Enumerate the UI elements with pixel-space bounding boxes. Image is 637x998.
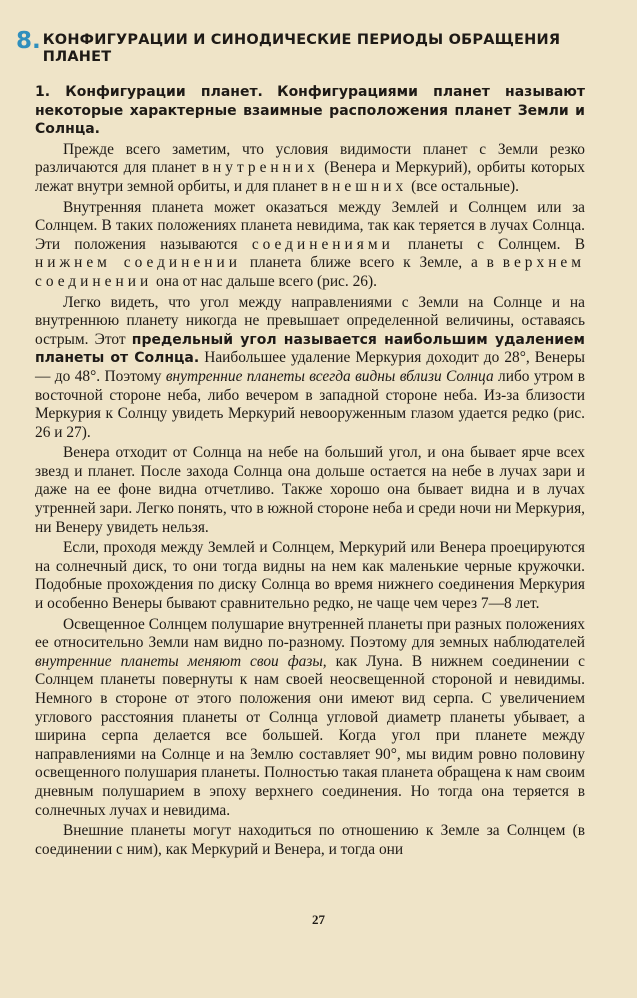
emphasis-spaced: внутренних <box>201 159 319 177</box>
paragraph-4: Легко видеть, что угол между направлениями с Земли на Солнце и на внутреннюю планету никогда не превышает определенной величины, оставаясь острым. Этот предельный угол называется наибольшим удалением планеты от Солнца. Наибольшее удаление Меркурия доходит до 28°, Венеры — до 48°. Поэтому внутренние планеты всегда видны вблизи Солнца либо утром в восточной стороне неба, либо вечером в западной стороне неба. Из-за близости Меркурия к Солнцу увидеть Меркурий невооруженным глазом удается редко (рис. 26 и 27). <box>35 293 585 441</box>
emphasis-spaced: соединениями <box>251 235 394 253</box>
paragraph-6: Если, проходя между Землей и Солнцем, Меркурий или Венера проецируются на солнечный диск, то они тогда видны на нем как маленькие черные кружочки. Подобные прохождения по диску Солнца во время нижнего соединения Меркурия и особенно Венеры бывают сравнительно редко, не чаще чем через 7—8 лет. <box>35 539 585 613</box>
italic-emphasis: внутренние планеты всегда видны вблизи Солнца <box>165 367 494 385</box>
emphasis-spaced: внешних <box>320 177 408 195</box>
bold-term: предельный угол называется наибольшим удалением планеты от Солнца. <box>35 331 585 367</box>
emphasis-spaced: верхнем соединении <box>35 254 586 290</box>
emphasis-spaced: нижнем соединении <box>35 254 241 272</box>
paragraph-8: Внешние планеты могут находиться по отношению к Земле за Солнцем (в соединении с ним), как Меркурий и Венера, и тогда они <box>35 822 585 858</box>
paragraph-3: Внутренняя планета может оказаться между Землей и Солнцем или за Солнцем. В таких положениях планета невидима, так как теряется в лучах Солнца. Эти положения называются соединениями планеты с Солнцем. В нижнем соединении планета ближе всего к Земле, а в верхнем соединении она от нас дальше всего (рис. 26). <box>35 198 586 290</box>
section-title: КОНФИГУРАЦИИ И СИНОДИЧЕСКИЕ ПЕРИОДЫ ОБРАЩЕНИЯ ПЛАНЕТ <box>42 32 561 65</box>
italic-emphasis: внутренние планеты меняют свои фазы, <box>35 652 327 670</box>
section-header <box>16 28 616 66</box>
paragraph-2: Прежде всего заметим, что условия видимости планет с Земли резко различаются для планет внутренних (Венера и Меркурий), орбиты которых лежат внутри земной орбиты, и для планет внешних (все остальные). <box>35 140 585 195</box>
definition-text: Конфигурациями планет называют некоторые характерные взаимные расположения планет Земли и Солнца. <box>35 84 586 138</box>
body-text <box>35 83 585 861</box>
subsection-heading: 1. Конфигурации планет. <box>35 84 263 100</box>
page-number: 27 <box>312 912 325 927</box>
paragraph-5: Венера отходит от Солнца на небе на больший угол, и она бывает ярче всех звезд и планет. После захода Солнца она дольше остается на небе в лучах зари и даже на ее фоне видна отчетливо. Также хорошо она бывает видна и в лучах утренней зари. Легко понять, что в южной стороне неба и среди ночи ни Меркурия, ни Венеру увидеть нельзя. <box>35 444 585 536</box>
paragraph-1 <box>35 83 585 139</box>
paragraph-7: Освещенное Солнцем полушарие внутренней планеты при разных положениях ее относительно Земли нам видно по-разному. Поэтому для земных наблюдателей внутренние планеты меняют свои фазы, как Луна. В нижнем соединении с Солнцем планеты повернуты к нам своей неосвещенной стороной и невидимы. Немного в стороне от этого положения они имеют вид серпа. С увеличением углового расстояния планеты от Солнца угловой диаметр планеты убывает, а ширина серпа делается все большей. Когда угол при планете между направлениями на Солнце и на Землю составляет 90°, мы видим ровно половину освещенного полушария планеты. Полностью такая планета обращена к нам своим дневным полушарием в эпоху верхнего соединения. Но тогда она теряется в солнечных лучах и невидима. <box>35 615 585 819</box>
section-number: 8. <box>16 28 41 54</box>
